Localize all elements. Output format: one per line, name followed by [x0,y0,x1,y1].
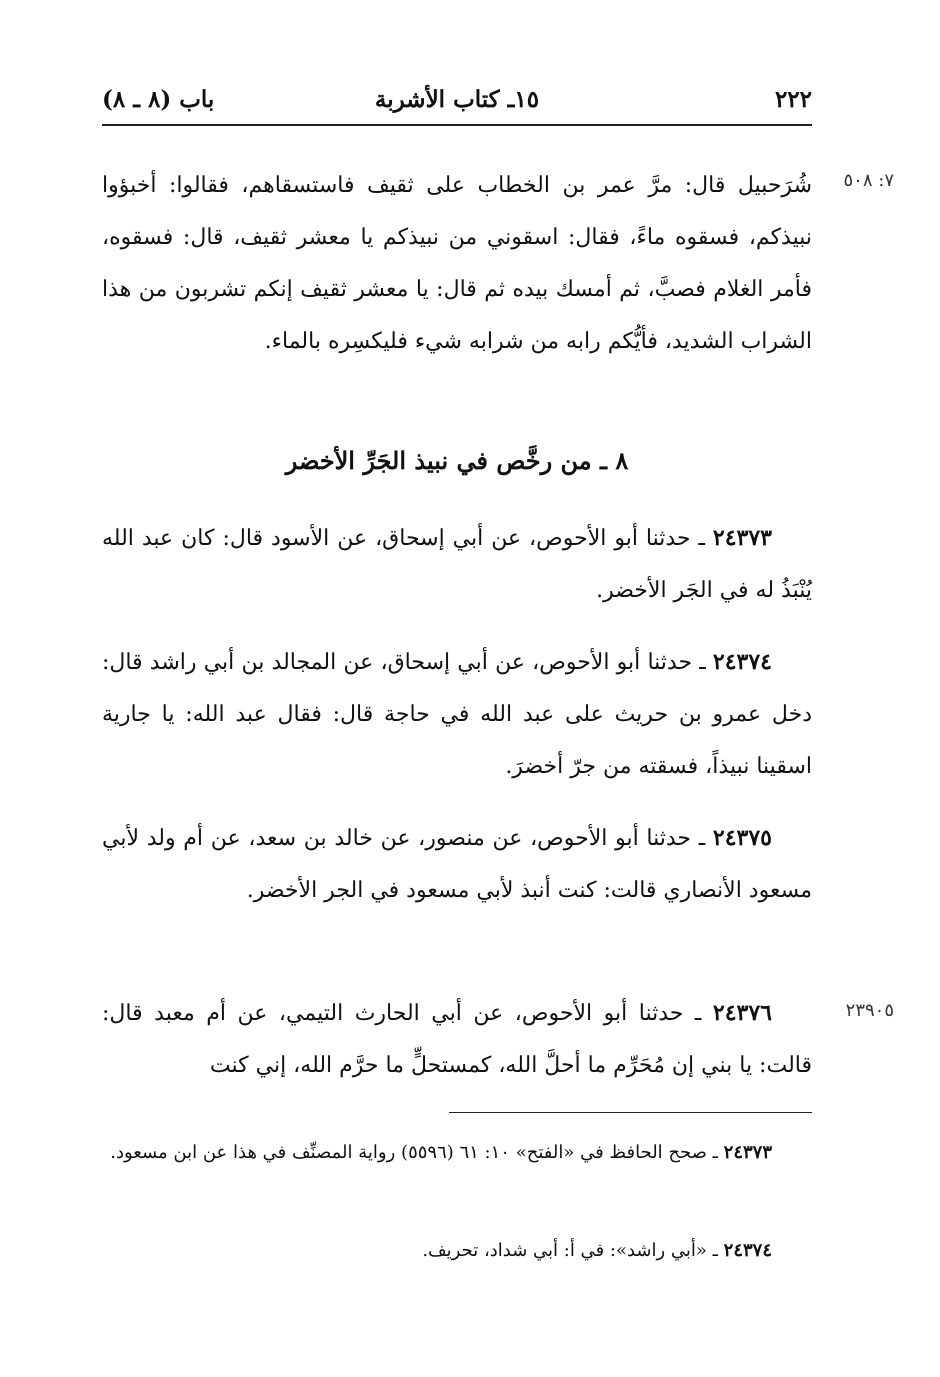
opening-paragraph: شُرَحبيل قال: مرَّ عمر بن الخطاب على ثقيف فاستسقاهم، فقالوا: أخبؤوا نبيذكم، فسقوه ماءً، فقال: اسقوني من نبيذكم يا معشر ثقيف، قال: فسقوه، فأمر الغلام فصبَّ، ثم أمسك بيده ثم قال: يا معشر ثقيف إنكم تشربون من هذا الشراب الشديد، فأيُّكم رابه من شرابه شيء فليكسِره بالماء. [102,173,812,354]
footnote-text: ـ «أبي راشد»: في أ: أبي شداد، تحريف. [422,1240,724,1261]
hadith-number: ٢٤٣٧٦ [712,1000,772,1026]
footnote-number: ٢٤٣٧٤ [723,1240,772,1261]
footnote-number: ٢٤٣٧٣ [723,1142,772,1163]
hadith-number: ٢٤٣٧٤ [712,649,772,675]
hadith-number: ٢٤٣٧٣ [712,525,772,551]
hadith-paragraph [102,636,812,793]
hadith-number: ٢٤٣٧٥ [712,825,772,851]
hadith-paragraph [102,812,812,917]
margin-reference: ٢٣٩٠٥ [845,1000,894,1021]
margin-reference: ٧: ٥٠٨ [843,170,894,191]
book-title: ١٥ـ كتاب الأشربة [374,86,540,113]
footnote [102,1230,812,1272]
hadith-text: ـ حدثنا أبو الأحوص، عن أبي إسحاق، عن الأسود قال: كان عبد الله يُنْبَذُ له في الجَر الأخضر. [102,526,812,603]
hadith-paragraph [102,512,812,617]
chapter-label: باب (٨ ـ ٨) [102,86,215,113]
footnote-divider [449,1112,812,1113]
section-heading: ٨ ـ من رخَّص في نبيذ الجَرِّ الأخضر [285,446,629,475]
page-header [102,78,812,126]
footnote [102,1132,812,1174]
footnote-text: ـ صحح الحافظ في «الفتح» ١٠: ٦١ (٥٥٩٦) رواية المصنِّف في هذا عن ابن مسعود. [110,1142,724,1163]
hadith-paragraph [102,987,812,1092]
hadith-text: ـ حدثنا أبو الأحوص، عن منصور، عن خالد بن سعد، عن أم ولد لأبي مسعود الأنصاري قالت: كنت أنبذ لأبي مسعود في الجر الأخضر. [102,826,812,903]
hadith-text: ـ حدثنا أبو الأحوص، عن أبي الحارث التيمي، عن أم معبد قال: قالت: يا بني إن مُحَرِّم ما أحلَّ الله، كمستحلٍّ ما حرَّم الله، إني كنت [102,1001,812,1078]
hadith-text: ـ حدثنا أبو الأحوص، عن أبي إسحاق، عن المجالد بن أبي راشد قال: دخل عمرو بن حريث على عبد الله في حاجة قال: فقال عبد الله: يا جارية اسقينا نبيذاً، فسقته من جرّ أخضرَ. [102,650,812,779]
page-number: ٢٢٢ [774,86,812,113]
